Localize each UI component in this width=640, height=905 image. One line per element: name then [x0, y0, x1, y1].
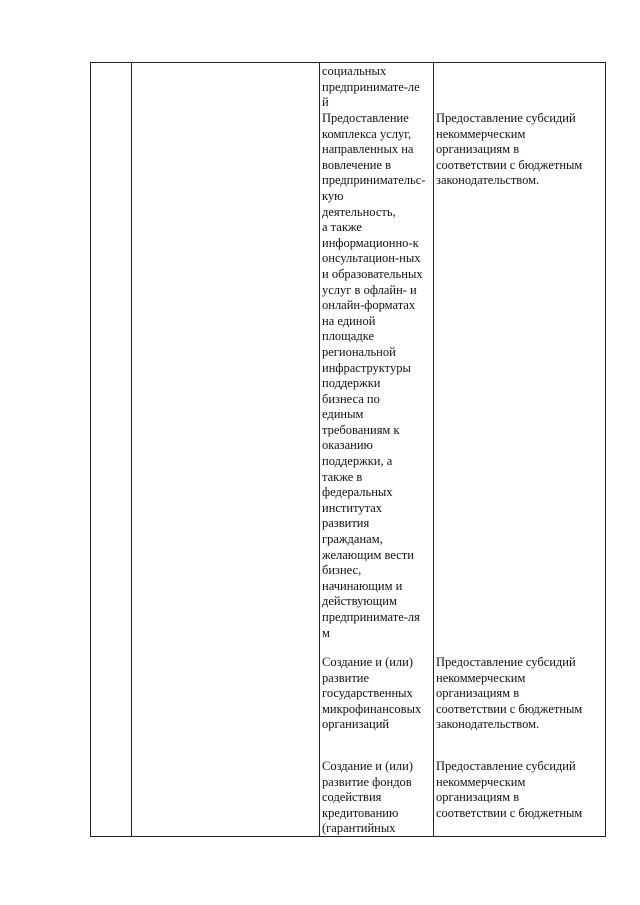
- cell-text-line: организациям в: [436, 686, 520, 701]
- cell-text-line: кую: [322, 188, 344, 203]
- cell-text-line: содействия: [322, 790, 382, 805]
- cell-text-line: соответствии с бюджетным: [436, 805, 583, 820]
- cell-text-line: площадке: [322, 329, 375, 344]
- cell-text-line: институтах: [322, 500, 383, 515]
- cell-text-line: начинающим и: [322, 578, 403, 593]
- cell-text-line: региональной: [322, 344, 396, 359]
- cell-text-line: й: [322, 95, 329, 110]
- cell-text-line: федеральных: [322, 485, 393, 500]
- cell-text-line: также в: [322, 469, 363, 484]
- cell-text-line: законодательством.: [436, 717, 540, 732]
- column-divider-2: [319, 63, 320, 836]
- cell-text-line: бизнес,: [322, 563, 362, 578]
- cell-text-line: направленных на: [322, 142, 414, 157]
- cell-text-line: некоммерческим: [436, 774, 526, 789]
- cell-text-line: комплекса услуг,: [322, 126, 412, 141]
- row2-measure-cell: [322, 111, 432, 641]
- row4-measure-cell: [322, 759, 432, 837]
- row4-mechanism-cell: [436, 759, 606, 821]
- cell-text-line: организациям в: [436, 790, 520, 805]
- cell-text-line: микрофинансовых: [322, 701, 422, 716]
- cell-text-line: некоммерческим: [436, 126, 526, 141]
- cell-text-line: требованиям к: [322, 422, 400, 437]
- cell-text-line: некоммерческим: [436, 670, 526, 685]
- cell-text-line: онлайн-форматах: [322, 298, 416, 313]
- row3-mechanism-cell: [436, 655, 606, 733]
- cell-text-line: Предоставление субсидий: [436, 655, 576, 669]
- cell-text-line: поддержки: [322, 376, 381, 391]
- cell-text-line: на единой: [322, 313, 376, 328]
- measures-table: [90, 62, 606, 837]
- cell-text-line: кредитованию: [322, 805, 399, 820]
- cell-text-line: инфраструктуры: [322, 360, 411, 375]
- cell-text-line: оказанию: [322, 438, 373, 453]
- cell-text-line: услуг в офлайн- и: [322, 282, 417, 297]
- cell-text-line: соответствии с бюджетным: [436, 701, 583, 716]
- cell-text-line: развитие фондов: [322, 774, 412, 789]
- row1-measure-cell: [322, 64, 432, 111]
- cell-text-line: деятельность,: [322, 204, 396, 219]
- row3-measure-cell: [322, 655, 432, 733]
- cell-text-line: организациям в: [436, 142, 520, 157]
- cell-text-line: онсультацион-ных: [322, 251, 421, 266]
- column-divider-1: [131, 63, 132, 836]
- cell-text-line: социальных: [322, 64, 387, 78]
- cell-text-line: государственных: [322, 686, 413, 701]
- cell-text-line: м: [322, 625, 330, 640]
- cell-text-line: поддержки, а: [322, 454, 393, 469]
- cell-text-line: (гарантийных: [322, 821, 396, 836]
- cell-text-line: законодательством.: [436, 173, 540, 188]
- cell-text-line: Предоставление субсидий: [436, 759, 576, 773]
- cell-text-line: информационно-к: [322, 235, 419, 250]
- cell-text-line: организаций: [322, 717, 390, 732]
- cell-text-line: гражданам,: [322, 532, 383, 547]
- cell-text-line: предпринимательс-: [322, 173, 426, 188]
- cell-text-line: бизнеса по: [322, 391, 380, 406]
- cell-text-line: Создание и (или): [322, 759, 414, 773]
- cell-text-line: Предоставление: [322, 111, 409, 125]
- cell-text-line: предпринимате-ле: [322, 79, 420, 94]
- cell-text-line: соответствии с бюджетным: [436, 157, 583, 172]
- cell-text-line: развитие: [322, 670, 370, 685]
- cell-text-line: единым: [322, 407, 364, 422]
- cell-text-line: предпринимате-ля: [322, 610, 420, 624]
- cell-text-line: желающим вести: [322, 547, 414, 562]
- cell-text-line: развития: [322, 516, 370, 531]
- cell-text-line: Создание и (или): [322, 655, 414, 669]
- row2-mechanism-cell: [436, 111, 606, 189]
- cell-text-line: вовлечение в: [322, 157, 392, 172]
- cell-text-line: действующим: [322, 594, 397, 609]
- column-divider-3: [433, 63, 434, 836]
- cell-text-line: и образовательных: [322, 266, 423, 281]
- cell-text-line: а также: [322, 220, 362, 235]
- cell-text-line: Предоставление субсидий: [436, 111, 576, 125]
